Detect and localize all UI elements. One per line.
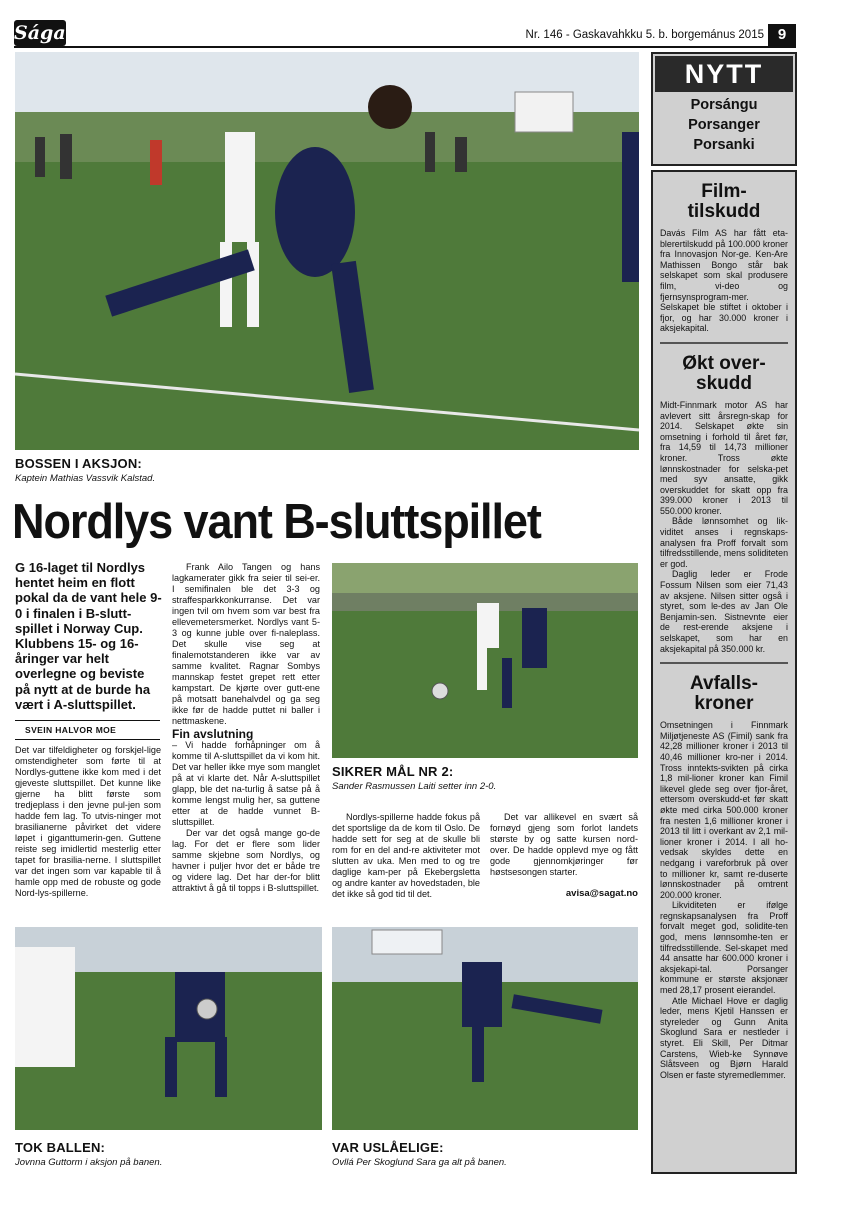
headline: Nordlys vant B-sluttspillet: [12, 495, 541, 549]
col2-para-1: Frank Ailo Tangen og hans lagkamerater gikk fra seier til sei-er. I semifinalen ble det 3-3 og straffesparkkonkurranse. Det var ingen tvil om hvem som var best fra ellevemetersmerket. Nordlys vant 5-3 og kunne juble over fi-naleplass. Det skulle vise seg at finalemotstanderen ikke var av samme kvalitet. Ragnar Sombys mannskap festet grepet rett etter kampstart. De kjørte over gutt-ene på motsatt banehalvdel og ga seg ikke før de hadde puttet ni baller i nettmaskene.: [172, 562, 320, 726]
main-photo: [15, 52, 639, 450]
column-1: [15, 745, 161, 899]
col2-para-2: – Vi hadde forhåpninger om å komme til A-sluttspillet da vi kom hit. Det var heller ikke mye som manglet på at vi klarte det. Når A-sluttspillet glapp, ble det na-turlig å satse på å komme lengst mulig her, sa guttene etter at de hadde vunnet B-sluttspillet.: [172, 740, 320, 827]
sidebar-divider-1: [660, 342, 788, 344]
item-2-body: [660, 400, 788, 654]
col2-subhead: Fin avslutning: [172, 727, 254, 741]
item-1-heading-1: Film-: [701, 181, 747, 202]
item-3-para-1: Omsetningen i Finnmark Miljøtjeneste AS (Fimil) sank fra 42,28 millioner kroner i 2013 til 40,46 millioner kro-ner i 2014. Tross inntekts-svikten på cirka 1,8 mil-lioner kroner kan Fimil likevel glede seg over fjor-året, ettersom overskudd-et før skatt økte med cirka 500.000 kroner fra nesten 1,6 millioner kroner i 2013 til litt i overkant av 2,1 mil-lioner kroner i 2014. I all ho-vedsak skyldes dette en nedgang i vareforbruk på over to millioner kr, samt re-duserte lønnskostnader på omtrent 200.000 kroner.: [660, 720, 788, 900]
item-2-para-3: Daglig leder er Frode Fossum Nilsen som eier 71,43 av aksjene. Nilsen sitter også i styret, som le-des av Jan Ole Benjamin-sen. Sistnevnte eier de rest-erende aksjene i selskapet, som har en aksjekapital på 350.000 kr.: [660, 569, 788, 654]
item-3-heading-1: Avfalls-: [690, 673, 758, 695]
item-3-body: [660, 720, 788, 1080]
byline: SVEIN HALVOR MOE: [25, 725, 117, 735]
place-name-1: Porsángu: [690, 97, 758, 113]
page-number: 9: [768, 24, 796, 46]
item-3-heading-2: kroner: [694, 693, 754, 715]
photo-4-title: VAR USLÅELIGE:: [332, 1140, 444, 1155]
place-name-3: Porsanki: [693, 137, 755, 153]
col1-text: Det var tilfeldigheter og forskjel-lige omstendigheter som førte til at Nordlys-guttene ikke kom med i det gjeveste sluttspillet. Det kunne like gjerne ha blitt første som tredjeplass i den jevne pul-jen som hadde fem lag. To utvis-ninger mot brasilianerne påvirket det videre løpet i giganttumerin-gen. Guttene reiste seg imidlertid mesterlig etter tapet for brasilia-nerne. I sluttspillet var det ingen som var kapable til å hamle opp med de robuste og gode Nord-lys-spillerne.: [15, 745, 161, 898]
col3-text: Nordlys-spillerne hadde fokus på det sportslige da de kom til Oslo. De hadde sett for seg at de skulle bli rom for en del and-re aktiviteter mot slutten av uka. Men med to og tre daglige kam-per på Ekebergsletta og andre kanter av hovedstaden, ble det ikke så god tid til det.: [332, 812, 480, 899]
item-1-heading-2: tilskudd: [687, 201, 761, 222]
column-3: [332, 812, 480, 900]
author-email[interactable]: avisa@sagat.no: [565, 888, 638, 899]
item-1-body: Davás Film AS har fått eta-blerertilskudd på 100.000 kroner fra Innovasjon Nor-ge. Ken-Are Mathissen Bongo står bak selskapet som skal produsere film, vi-deo og fjernsynsprogram-mer. Selskapet ble stiftet i oktober i fjor, og har 30.000 kroner i aksjekapital.: [660, 228, 788, 334]
item-3-para-3: Atle Michael Hove er daglig leder, mens Kjetil Hanssen er styreleder og Gunn Anita Skoglund Sara er nestleder i styret. Eli Skill, Per Ditmar Carstens, Wieb-ke Synnøve Slåtsveen og Bjørn Harald Olsen er faste styremedlemmer.: [660, 995, 788, 1080]
item-2-heading-1: Økt over-: [682, 352, 766, 374]
nytt-banner: NYTT: [655, 56, 793, 92]
column-4: [490, 812, 638, 899]
byline-rule-bottom: [15, 739, 160, 740]
sidebar-divider-2: [660, 662, 788, 664]
newspaper-logo: Ságat: [14, 22, 75, 44]
place-name-2: Porsanger: [688, 117, 760, 133]
masthead-rule: [14, 46, 796, 48]
sidebar-content: [660, 182, 788, 1080]
lead-paragraph: G 16-laget til Nordlys hentet heim en flott pokal da de vant hele 9-0 i finalen i B-slutt-spillet i Norway Cup. Klubbens 15- og 16-åringer var helt overlegne og beviste på nytt at de burde ha vært i A-sluttspillet.: [15, 560, 162, 712]
item-2-para-2: Både lønnsomhet og lik-viditet anses i regnskaps-analysen fra Proff forvalt som tilfredsstillende, mens soliditeten er god.: [660, 516, 788, 569]
column-2: [172, 562, 320, 894]
photo-3: [15, 927, 322, 1130]
issue-info: Nr. 146 - Gaskavahkku 5. b. borgemánus 2015: [525, 29, 764, 41]
main-photo-title: BOSSEN I AKSJON:: [15, 456, 142, 471]
byline-rule: [15, 720, 160, 721]
item-2-heading-2: skudd: [696, 372, 752, 394]
photo-2-title: SIKRER MÅL NR 2:: [332, 764, 454, 779]
photo-2: [332, 563, 638, 758]
col4-text: Det var allikevel en svært så fornøyd gjeng som forlot landets største by og satte kursen nord-over. De hadde opplevd mye og fått gode gjennomkjøringer før høstsesongen starter.: [490, 812, 638, 877]
photo-3-title: TOK BALLEN:: [15, 1140, 106, 1155]
col2-para-3: Der var det også mange go-de lag. For det er flere som lider samme skjebne som Nordlys, og havner i puljer hvor det er både tre og videre lag. Det har der-for blitt attraktivt å gå til topps i B-sluttspillet.: [172, 828, 320, 893]
main-photo-caption: Kaptein Mathias Vassvik Kalstad.: [15, 473, 156, 484]
photo-3-caption: Jovnna Guttorm i aksjon på banen.: [15, 1157, 163, 1168]
photo-4-caption: Ovllá Per Skoglund Sara ga alt på banen.: [332, 1157, 507, 1168]
photo-4: [332, 927, 638, 1130]
photo-2-caption: Sander Rasmussen Laiti setter inn 2-0.: [332, 781, 497, 792]
item-2-para-1: Midt-Finnmark motor AS har avlevert sitt årsregn-skap for 2014. Selskapet økte sin omsetning i forhold til året før, fra 14,59 til 14,73 millioner kroner. Tross økte lønnskostnader for selska-pet med syv ansatte, gikk overskuddet for skatt opp fra 399.000 kroner i 2013 til 550.000 kroner.: [660, 399, 788, 516]
item-3-para-2: Likviditeten er ifølge regnskapsanalysen fra Proff forvalt meget god, solidite-ten god, mens lønnsomhe-ten er tilfredsstillende. Sel-skapet med 44 ansatte har 600.000 kroner i aksjekapi-tal. Porsanger kommune er største aksjonær med 28,17 prosent eierandel.: [660, 900, 788, 996]
